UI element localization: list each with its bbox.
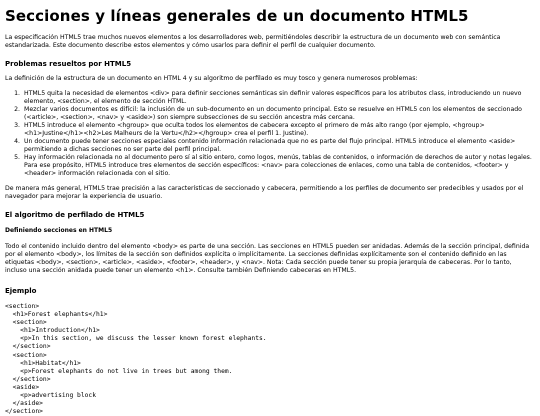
list-item: 1. HTML5 quita la necesidad de elementos <div> para definir secciones semánticas sin definir valores específicos para los atributos class, introduciendo un nuevo elemento, <section>, el elemento de sección HTML. (22, 90, 535, 106)
list-item: 5. Hay información relacionada no al documento pero sí al sitio entero, como logos, menús, tablas de contenidos, o información de derechos de autor y notas legales. Para ese propósito, HTML5 introduce tres elementos de sección específicos: <nav> para colecciones de enlaces, como una tabla de contenidos, <footer> y <header> información relacionada con el sitio. (22, 154, 535, 178)
section-heading-algorithm: El algoritmo de perfilado de HTML5 (5, 211, 145, 219)
problems-closing-paragraph: De manera más general, HTML5 trae precisión a las características de seccionado y cabecera, permitiendo a los perfiles de documento ser predecibles y usados por el navegador para mejorar la experiencia de usuario. (5, 185, 524, 200)
list-item: 4. Un documento puede tener secciones especiales contenido información relacionada que no es parte del flujo principal. HTML5 introduce el elemento <aside> permitiendo a dichas secciones no ser parte del perfil principal. (22, 138, 535, 154)
page-title: Secciones y líneas generales de un documento HTML5 (5, 7, 469, 25)
code-example: <section> <h1>Forest elephants</h1> <section> <h1>Introduction</h1> <p>In this section, we discuss the lesser known forest elephants. </section> <section> <h1>Habitat</h1> <p>Forest elephants do not live in trees but among them. </section> <aside> <p>advertising block </aside> </section> (5, 303, 267, 416)
list-item: 3. HTML5 introduce el elemento <hgroup> que oculta todos los elementos de cabecera excepto el primero de más alto rango (por ejemplo, <hgroup> <h1>Justine</h1><h2>Les Malheurs de la Vertu</h2></hgroup> crea el perfil 1. Justine). (22, 122, 535, 138)
intro-paragraph: La especificación HTML5 trae muchos nuevos elementos a los desarrolladores web, permitiéndoles describir la estructura de un documento web con semántica estandarizada. Este documento describe estos elementos y cómo usarlos para definir el perfil de cualquier documento. (5, 34, 501, 49)
problems-paragraph: La definición de la estructura de un documento en HTML 4 y su algoritmo de perfilado es muy tosco y genera numerosos problemas: (5, 75, 418, 82)
problems-list (5, 90, 535, 178)
list-item: 2. Mezclar varios documentos es difícil: la inclusión de un sub-documento en un documento principal. Esto se resuelve en HTML5 con los elementos de seccionado (<article>, <section>, <nav> y <aside>) son siempre subsecciones de su sección ancestra más cercana. (22, 106, 535, 122)
subheading-defining-sections: Definiendo secciones en HTML5 (5, 227, 113, 234)
algorithm-paragraph: Todo el contenido incluido dentro del elemento <body> es parte de una sección. Las secciones en HTML5 pueden ser anidadas. Además de la sección principal, definida por el elemento <body>, los límites de la sección son definidos explícita o implícitamente. La secciones definidas explícitamente son el contenido definido en las etiquetas <body>, <section>, <article>, <aside>, <footer>, <header>, y <nav>. Nota: Cada sección puede tener su propia jerarquía de cabeceras. Por lo tanto, incluso una sección anidada puede tener un elemento <h1>. Consulte también Definiendo cabeceras en HTML5. (5, 243, 530, 274)
section-heading-example: Ejemplo (5, 287, 37, 295)
section-heading-problems: Problemas resueltos por HTML5 (5, 60, 132, 68)
